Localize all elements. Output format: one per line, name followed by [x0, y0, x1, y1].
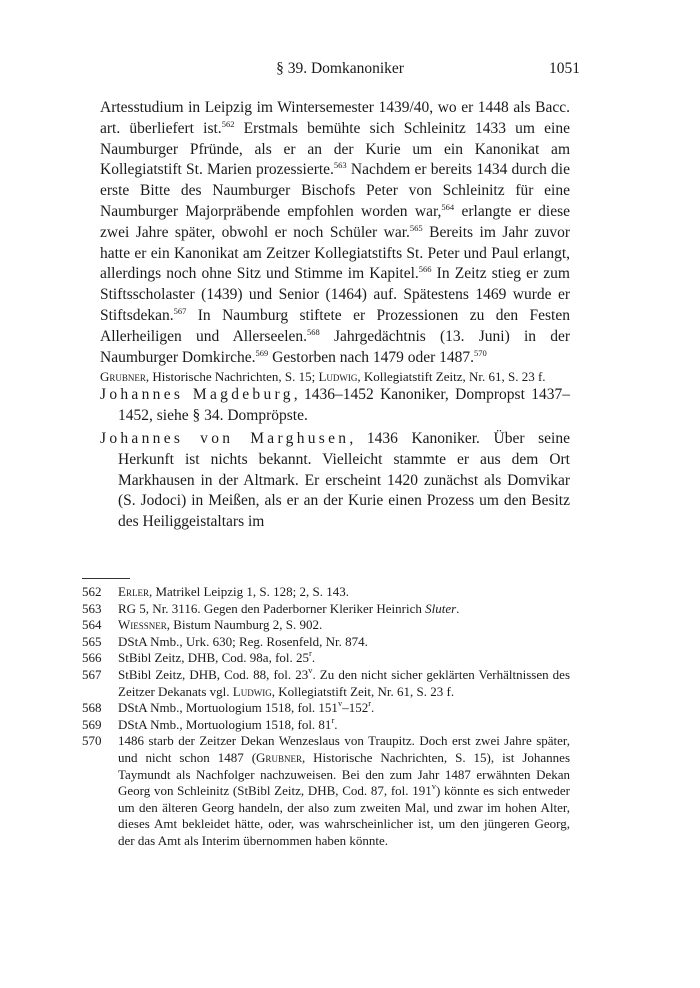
text-run: Bereits im Jahr zuvor hatte er ein Kanonikat am Zeitzer Kollegiatstifts St. Peter und Paul erlangt, allerdings noch ohne Sitz und Stimme im Kapitel. — [100, 223, 571, 283]
text-run: Erstmals bemühte sich Schleinitz 1433 um eine Naumburger Pfründe, als er an der Kurie um ein Kanonikat am Kollegiatstift St. Marien prozessierte. — [100, 119, 570, 179]
text-run: . — [456, 600, 460, 616]
author-name: Wiessner — [118, 617, 167, 633]
footnote-text — [118, 584, 570, 601]
paragraph-schleinitz — [100, 98, 570, 368]
footnote-ref[interactable]: 564 — [441, 201, 455, 212]
text-run: Nachdem er bereits 1434 durch die erste Bitte des Naumburger Bischofs Peter von Schleinitz für eine Naumburger Majorpräbende empfohlen worden war, — [100, 161, 570, 220]
entry-name: Johannes Magdeburg — [100, 386, 294, 404]
footnote-567 — [82, 664, 570, 700]
footnote-text — [118, 700, 570, 717]
entry-text: , 1436 Kanoniker. Über seine Herkunft ist nichts bekannt. Vielleicht stammte er aus dem Ort Markhausen in der Altmark. Er erscheint 1420 zunächst als Domvikar (S. Jodoci) in Meißen, als er an der Kurie einen Prozess um den Besitz des Heiliggeistaltars im — [118, 429, 570, 531]
folio-side: v — [431, 781, 437, 792]
author-name: Erler — [118, 584, 149, 599]
text-run: In Naumburg stiftete er Prozessionen zu den Festen Allerheiligen und Allerseelen. — [100, 306, 570, 345]
author-name: Ludwig — [232, 683, 272, 699]
footnote-ref[interactable]: 568 — [307, 326, 320, 337]
folio-side: v — [308, 664, 313, 675]
literature-line — [100, 368, 570, 385]
text-run: , Matrikel Leipzig 1, S. 128; 2, S. 143. — [148, 584, 349, 599]
footnote-564 — [82, 617, 570, 634]
footnote-568 — [82, 700, 570, 717]
footnote-565 — [82, 634, 570, 651]
main-text — [100, 98, 570, 533]
footnote-ref[interactable]: 563 — [333, 160, 347, 171]
text-run: 1486 starb der Zeitzer Dekan Wenzeslaus von Traupitz. Doch erst zwei Jahre später, und nicht schon 1487 ( — [118, 733, 570, 765]
text-run: , Kollegiatstift Zeit, Nr. 61, S. 23 f. — [271, 683, 455, 699]
footnote-566 — [82, 650, 570, 667]
footnote-number: 567 — [82, 666, 102, 682]
footnote-text — [118, 664, 570, 700]
footnote-number: 570 — [82, 733, 102, 749]
footnotes — [82, 584, 570, 850]
text-run: . — [371, 700, 375, 716]
text-run: DStA Nmb., Mortuologium 1518, fol. 151 — [118, 700, 338, 716]
footnote-text — [118, 714, 570, 734]
footnote-569 — [82, 714, 570, 734]
text-run: . — [334, 716, 338, 732]
author-name: Grubner — [100, 369, 146, 385]
text-run: –152 — [342, 700, 369, 716]
footnote-563 — [82, 601, 570, 618]
text-run: , Kollegiatstift Zeitz, Nr. 61, S. 23 f. — [357, 369, 546, 385]
folio-side: v — [337, 698, 343, 709]
footnote-number: 566 — [82, 650, 102, 666]
entry-johannes-von-marghusen — [100, 429, 570, 533]
folio-side: r — [309, 648, 312, 659]
footnote-ref[interactable]: 567 — [173, 305, 187, 316]
text-run: , Historische Nachrichten, S. 15), ist Johannes Taymundt als Nachfolger nachzuweisen. Bei den zum Jahr 1487 erwähnten Dekan Georg von Schleinitz (StBibl Zeitz, DHB, Cod. 87, fol. 191 — [118, 749, 571, 799]
footnote-text: DStA Nmb., Urk. 630; Reg. Rosenfeld, Nr. 874. — [118, 633, 368, 649]
text-run: , Historische Nachrichten, S. 15; — [145, 369, 319, 385]
folio-side: r — [368, 698, 372, 709]
footnote-text — [118, 650, 570, 667]
footnote-number: 564 — [82, 617, 102, 633]
text-run: ) könnte es sich entweder um den älteren Georg handeln, der also zum zweiten Mal, und zwar im hohen Alter, dieses Amt bekleidet hätte, oder, was wahrscheinlicher ist, um den jüngeren Georg, der das Amt als Interim übernommen haben könnte. — [118, 783, 570, 848]
footnote-text — [118, 601, 570, 618]
footnote-number: 565 — [82, 633, 102, 649]
text-run: In Zeitz stieg er zum Stiftsscholaster (1439) und Senior (1464) auf. Spätestens 1469 wurde er Stiftsdekan. — [100, 265, 570, 324]
italic-name: Sluter — [425, 600, 457, 616]
footnote-rule — [82, 578, 130, 579]
text-run: StBibl Zeitz, DHB, Cod. 98a, fol. 25 — [118, 650, 310, 666]
footnote-number: 568 — [82, 700, 102, 716]
footnote-ref[interactable]: 570 — [474, 347, 487, 358]
text-run: , Bistum Naumburg 2, S. 902. — [166, 617, 323, 633]
text-run: Jahrgedächtnis (13. Juni) in der Naumburger Domkirche. — [100, 327, 570, 366]
text-run: RG 5, Nr. 3116. Gegen den Paderborner Kleriker Heinrich — [118, 600, 426, 616]
footnote-562 — [82, 584, 570, 601]
text-run: DStA Nmb., Mortuologium 1518, fol. 81 — [118, 716, 332, 732]
page-number: 1051 — [549, 60, 580, 77]
footnote-number: 563 — [82, 600, 102, 616]
footnote-number: 562 — [82, 584, 102, 599]
text-run: Artesstudium in Leipzig im Wintersemester 1439/40, wo er 1448 als Bacc. art. überliefert ist. — [100, 99, 570, 137]
author-name: Grubner — [256, 749, 302, 765]
running-title: § 39. Domkanoniker — [276, 60, 404, 77]
entry-text: , 1436–1452 Kanoniker, Dompropst 1437–1452, siehe § 34. Dompröpste. — [118, 386, 570, 425]
footnote-570 — [82, 733, 570, 849]
footnote-text — [118, 617, 570, 634]
entry-johannes-magdeburg — [100, 385, 570, 427]
footnote-ref[interactable]: 565 — [409, 222, 423, 233]
text-run: Gestorben nach 1479 oder 1487. — [268, 348, 475, 366]
text-run: StBibl Zeitz, DHB, Cod. 88, fol. 23 — [118, 666, 309, 682]
footnote-ref[interactable]: 562 — [221, 118, 235, 129]
footnote-ref[interactable]: 566 — [418, 264, 432, 275]
footnote-text — [118, 733, 570, 849]
text-run: . — [311, 650, 316, 666]
text-run: erlangte er diese zwei Jahre später, obwohl er noch Schüler war. — [100, 202, 570, 241]
entry-name: Johannes von Marghusen — [100, 429, 350, 447]
footnote-number: 569 — [82, 716, 102, 732]
author-name: Ludwig — [318, 369, 358, 385]
text-run: . Zu den nicht sicher geklärten Verhältnissen des Zeitzer Dekanats vgl. — [118, 666, 570, 699]
folio-side: r — [331, 714, 335, 725]
footnote-ref[interactable]: 569 — [255, 347, 269, 358]
